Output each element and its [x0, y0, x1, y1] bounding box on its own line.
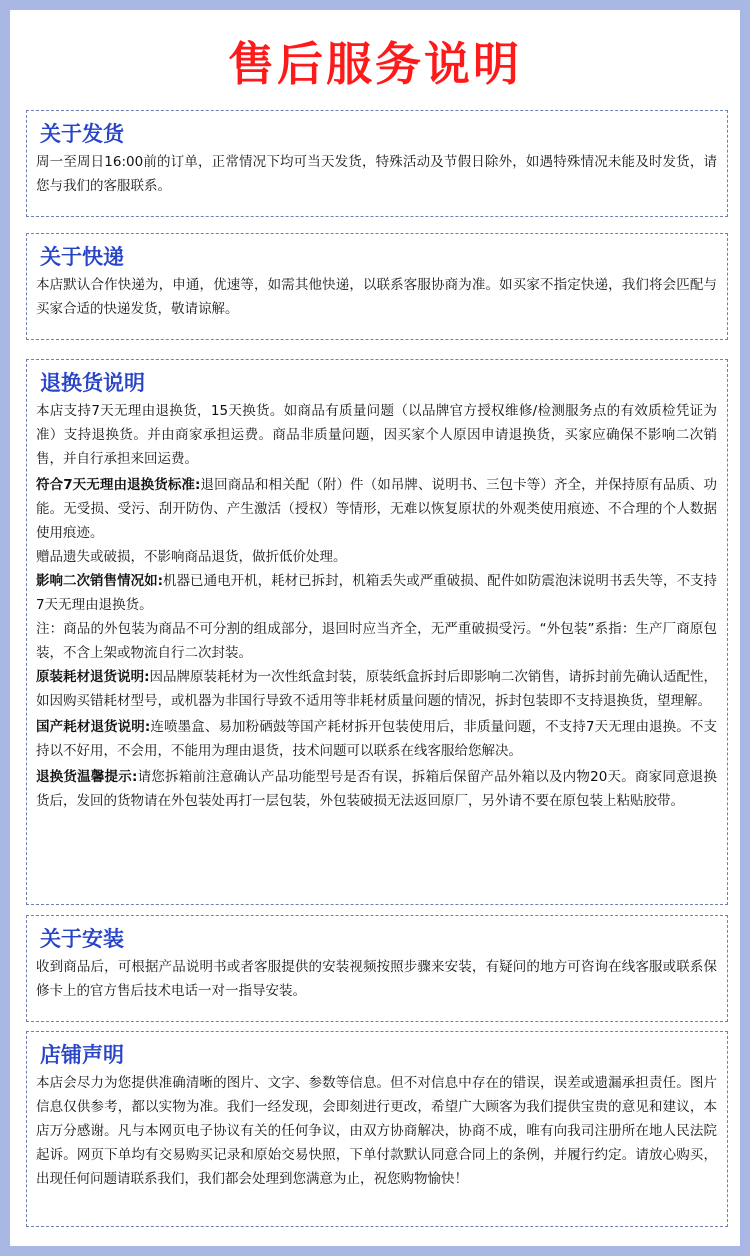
- page-title: 售后服务说明: [228, 37, 522, 91]
- returns-tips: [36, 765, 717, 813]
- returns-package-note: 注：商品的外包装为商品不可分割的组成部分，退回时应当齐全，无严重破损受污。“外包装”系指：生产厂商原包装，不含上架或物流自行二次封装。: [36, 621, 717, 661]
- returns-tips-label: 退换货温馨提示:: [36, 769, 138, 785]
- section-body-express: 本店默认合作快递为，申通，优速等，如需其他快递，以联系客服协商为准。如买家不指定快递，我们将会匹配与买家合适的快递发货，敬请谅解。: [36, 277, 717, 317]
- page-panel: [10, 10, 740, 1246]
- returns-standard-text: 退回商品和相关配（附）件（如吊牌、说明书、三包卡等）齐全，并保持原有品质、功能。无受损、受污、刮开防伪、产生激活（授权）等情形，无难以恢复原状的外观类使用痕迹、不合理的个人数据使用痕迹。: [36, 477, 717, 541]
- returns-domestic-label: 国产耗材退货说明:: [36, 719, 151, 735]
- section-body-statement: 本店会尽力为您提供准确清晰的图片、文字、参数等信息。但不对信息中存在的错误，误差或遗漏承担责任。图片信息仅供参考，都以实物为准。我们一经发现，会即刻进行更改，希望广大顾客为我们提供宝贵的意见和建议，本店万分感谢。凡与本网页电子协议有关的任何争议，由双方协商解决，协商不成，唯有向我司注册所在地人民法院起诉。网页下单均有交易购买记录和原始交易快照，下单付款默认同意合同上的条例，并履行约定。请放心购买，出现任何问题请联系我们，我们都会处理到您满意为止，祝您购物愉快！: [36, 1075, 717, 1187]
- returns-intro: 本店支持7天无理由退换货，15天换货。如商品有质量问题（以品牌官方授权维修/检测服务点的有效质检凭证为准）支持退换货。并由商家承担运费。商品非质量问题，因买家个人原因申请退换货，买家应确保不影响二次销售，并自行承担来回运费。: [36, 403, 717, 467]
- section-install: [26, 915, 728, 1022]
- returns-domestic: [36, 715, 717, 763]
- section-returns: [26, 359, 728, 905]
- returns-resale-text: 机器已通电开机，耗材已拆封，机箱丢失或严重破损、配件如防震泡沫说明书丢失等，不支持7天无理由退换货。: [36, 573, 718, 613]
- returns-original-label: 原装耗材退货说明:: [36, 669, 150, 685]
- section-body-shipping: 周一至周日16:00前的订单，正常情况下均可当天发货，特殊活动及节假日除外，如遇特殊情况未能及时发货，请您与我们的客服联系。: [36, 154, 717, 194]
- section-body-install: 收到商品后，可根据产品说明书或者客服提供的安装视频按照步骤来安装，有疑问的地方可咨询在线客服或联系保修卡上的官方售后技术电话一对一指导安装。: [36, 959, 717, 999]
- returns-original-text: 因品牌原装耗材为一次性纸盒封装，原装纸盒拆封后即影响二次销售，请拆封前先确认适配性，如因购买错耗材型号，或机器为非国行导致不适用等非耗材质量问题的情况，拆封包装即不支持退换货，望理解。: [36, 669, 717, 709]
- returns-domestic-text: 连喷墨盒、易加粉硒鼓等国产耗材拆开包装使用后，非质量问题，不支持7天无理由退换。不支持以不好用，不会用，不能用为理由退货，技术问题可以联系在线客服给您解决。: [36, 719, 717, 759]
- returns-standard: [36, 473, 717, 545]
- section-statement: [26, 1031, 728, 1227]
- returns-tips-text: 请您拆箱前注意确认产品功能型号是否有误，拆箱后保留产品外箱以及内物20天。商家同意退换货后，发回的货物请在外包装处再打一层包装，外包装破损无法返回原厂，另外请不要在原包装上粘贴胶带。: [36, 769, 717, 809]
- section-title-shipping: 关于发货: [40, 122, 124, 146]
- section-title-express: 关于快递: [40, 245, 124, 269]
- returns-resale-label: 影响二次销售情况如:: [36, 573, 164, 589]
- section-title-returns: 退换货说明: [40, 371, 145, 395]
- section-title-statement: 店铺声明: [40, 1043, 124, 1067]
- section-shipping: [26, 110, 728, 217]
- returns-gift: 赠品遗失或破损，不影响商品退货，做折低价处理。: [36, 549, 347, 565]
- returns-original: [36, 665, 717, 713]
- returns-standard-label: 符合7天无理由退换货标准:: [36, 477, 201, 493]
- section-title-install: 关于安装: [40, 927, 124, 951]
- returns-resale: [36, 569, 717, 617]
- section-express: [26, 233, 728, 340]
